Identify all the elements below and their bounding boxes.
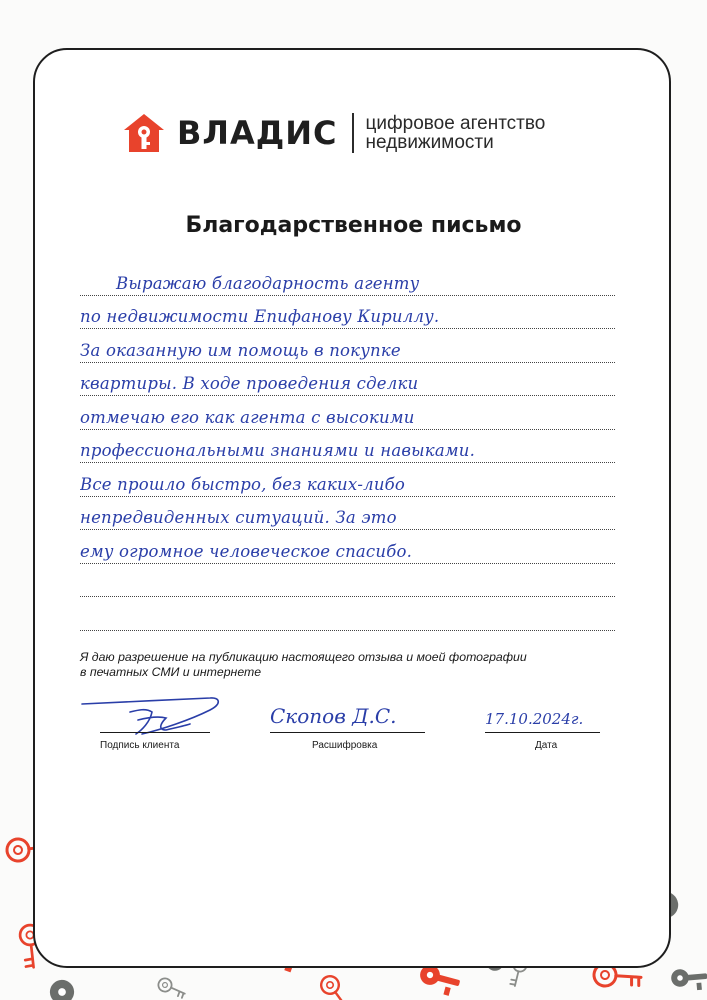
handwritten-text: непредвиденных ситуаций. За это bbox=[80, 508, 397, 527]
handwritten-text: по недвижимости Епифанову Кириллу. bbox=[80, 307, 440, 326]
brand-logo bbox=[123, 109, 545, 157]
consent-line-1: Я даю разрешение на публикацию настоящего отзыва и моей фотографии bbox=[80, 650, 527, 664]
client-signature-line bbox=[100, 732, 210, 733]
decoding-value: Скопов Д.С. bbox=[270, 704, 397, 728]
consent-line-2: в печатных СМИ и интернете bbox=[80, 665, 262, 679]
date-caption: Дата bbox=[535, 740, 558, 751]
house-key-icon bbox=[123, 112, 165, 154]
signature-block bbox=[80, 690, 620, 760]
text-line bbox=[80, 363, 615, 397]
date-line bbox=[485, 732, 600, 733]
handwritten-body bbox=[80, 262, 615, 631]
handwritten-text: квартиры. В ходе проведения сделки bbox=[80, 374, 419, 393]
text-line bbox=[80, 597, 615, 631]
logo-divider bbox=[352, 113, 354, 153]
brand-tagline bbox=[366, 114, 546, 152]
handwritten-text: профессиональными знаниями и навыками. bbox=[80, 441, 476, 460]
tagline-line-1: цифровое агентство bbox=[365, 113, 546, 134]
date-value: 17.10.2024г. bbox=[485, 710, 584, 728]
text-line bbox=[80, 530, 615, 564]
decoding-line bbox=[270, 732, 425, 733]
decoding-caption: Расшифровка bbox=[312, 740, 378, 751]
text-line bbox=[80, 430, 615, 464]
text-line bbox=[80, 463, 615, 497]
text-line bbox=[80, 329, 615, 363]
text-line bbox=[80, 564, 615, 598]
handwritten-text: За оказанную им помощь в покупке bbox=[80, 340, 401, 360]
handwritten-text: ему огромное человеческое спасибо. bbox=[80, 541, 413, 561]
tagline-line-2: недвижимости bbox=[365, 132, 494, 153]
handwritten-text: Выражаю благодарность агенту bbox=[116, 273, 420, 293]
handwritten-text: Все прошло быстро, без каких-либо bbox=[80, 474, 406, 494]
text-line bbox=[80, 262, 615, 296]
text-line bbox=[80, 296, 615, 330]
text-line bbox=[80, 497, 615, 531]
text-line bbox=[80, 396, 615, 430]
letter-title: Благодарственное письмо bbox=[185, 213, 522, 238]
publication-consent bbox=[80, 650, 600, 680]
client-signature-caption: Подпись клиента bbox=[100, 740, 180, 751]
brand-name: ВЛАДИС bbox=[177, 114, 338, 152]
handwritten-text: отмечаю его как агента с высокими bbox=[80, 407, 415, 427]
